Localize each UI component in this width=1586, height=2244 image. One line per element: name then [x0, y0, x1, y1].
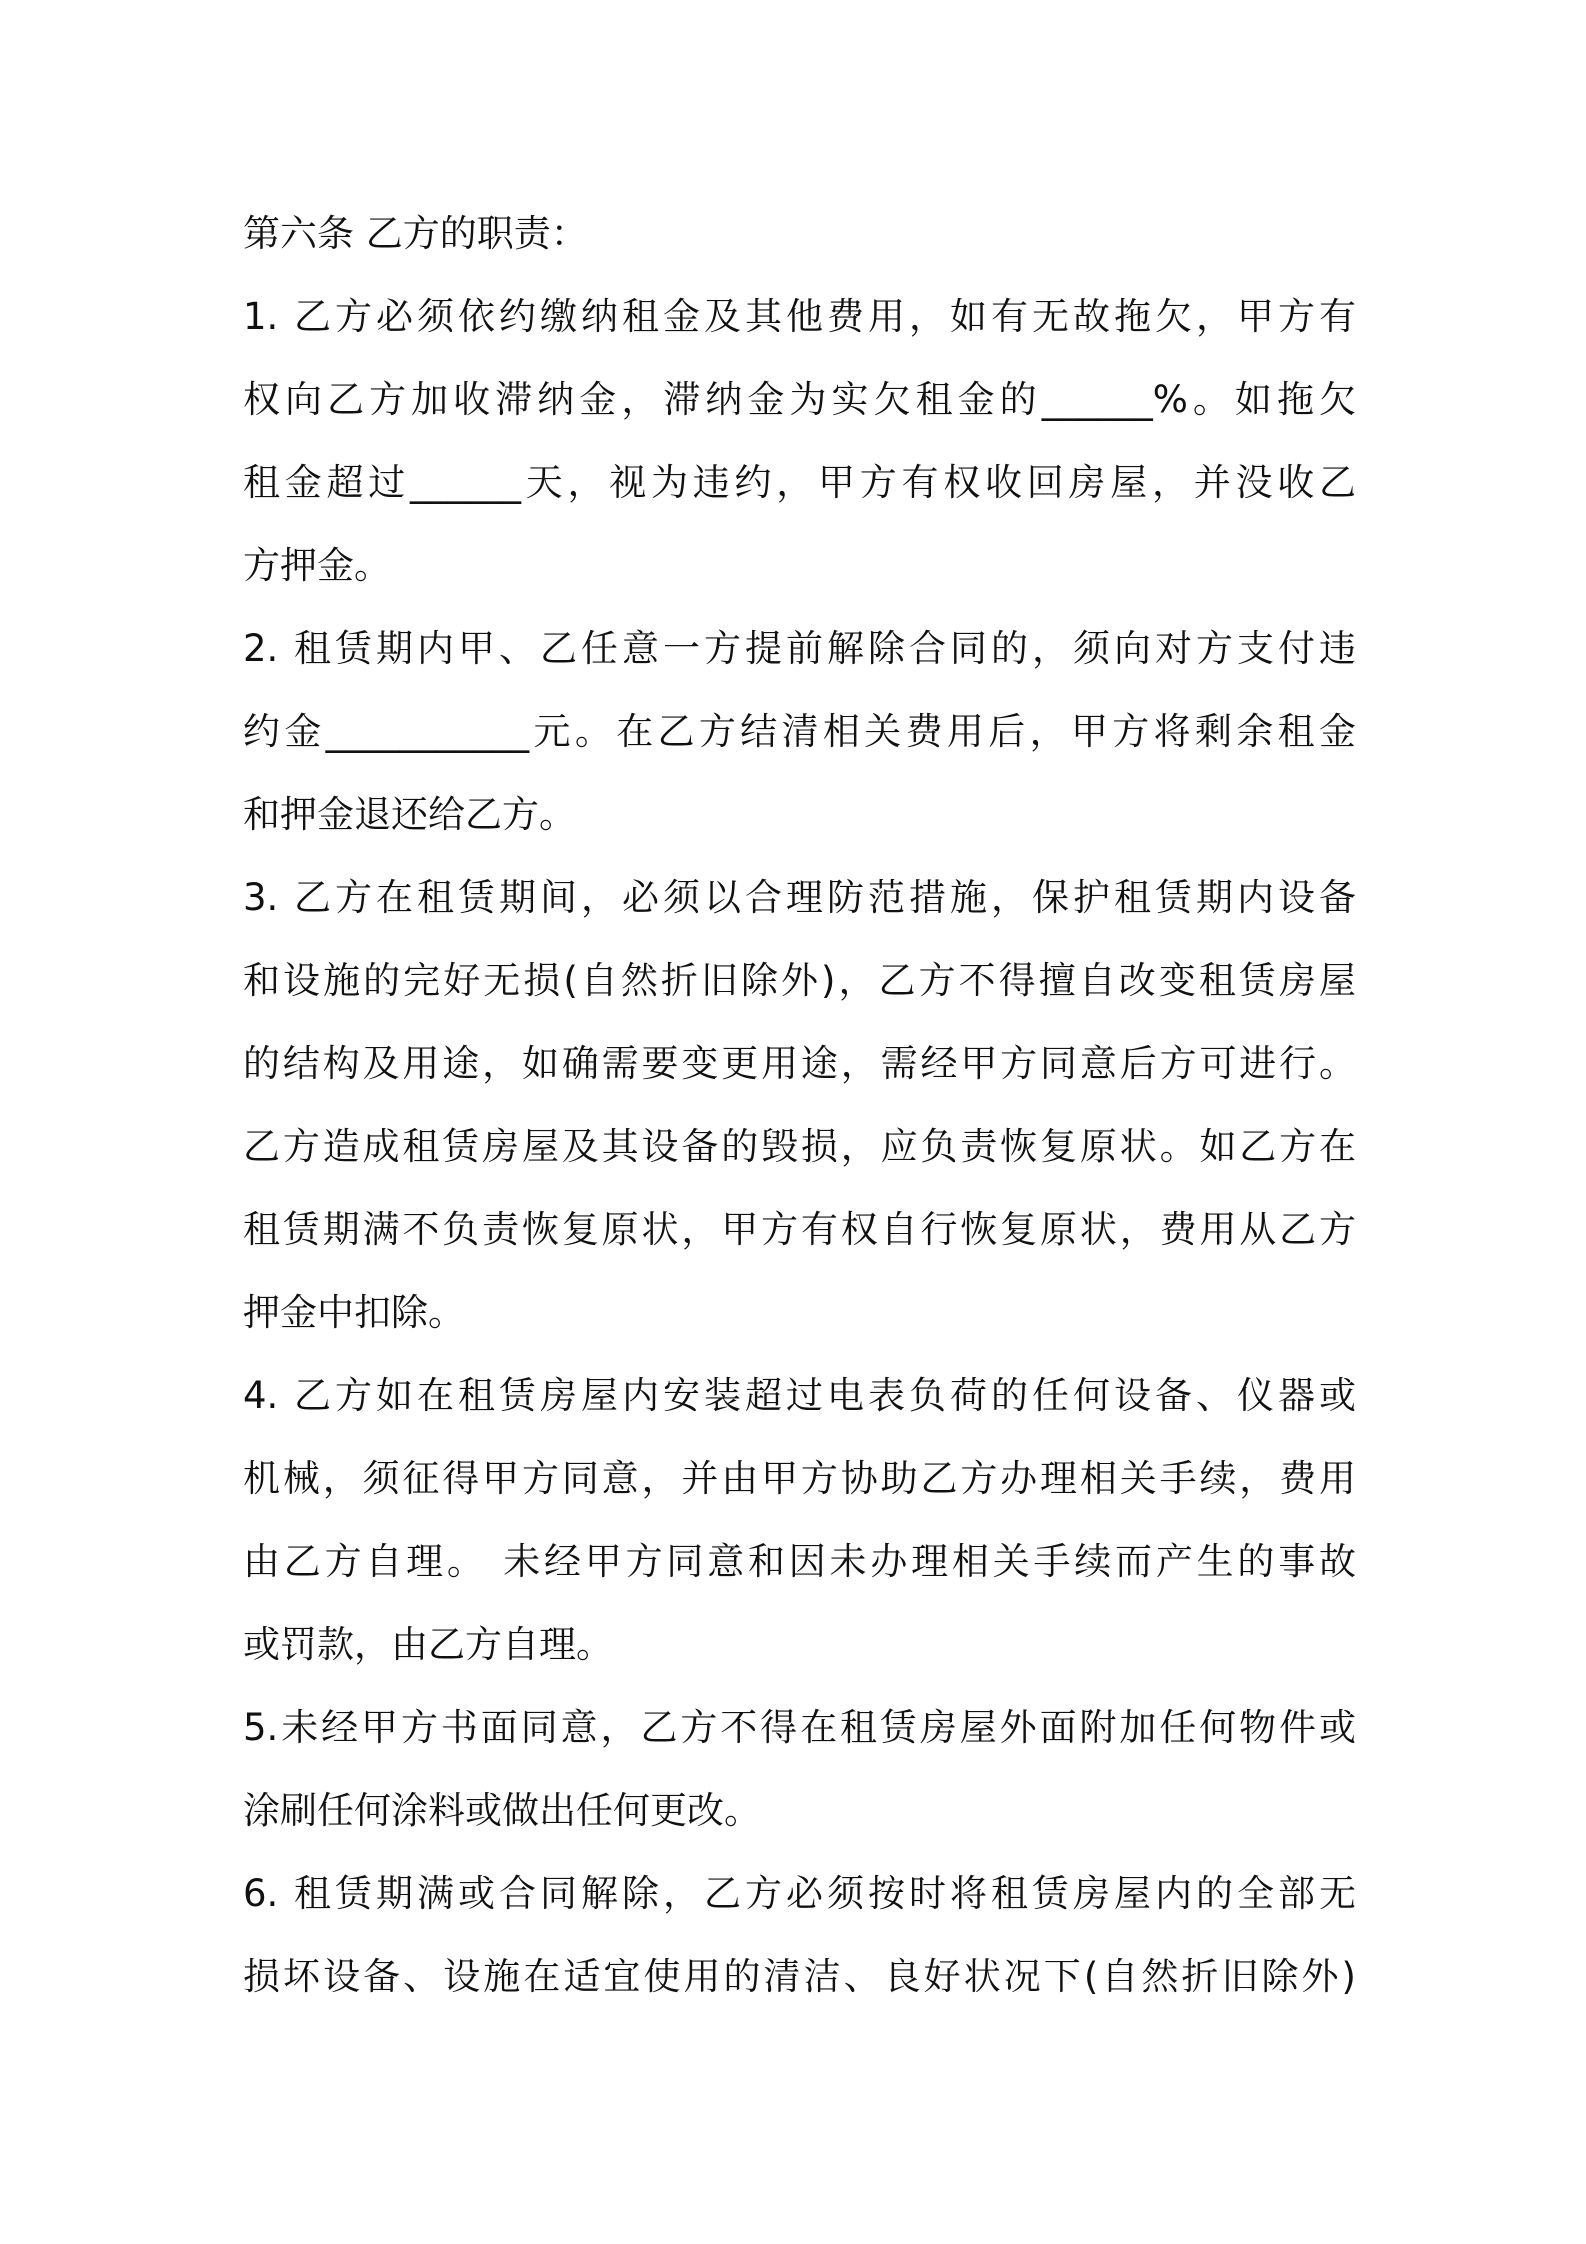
- clause-line: 6. 租赁期满或合同解除，乙方必须按时将租赁房屋内的全部无: [243, 1872, 1356, 1915]
- clause-line: 租金超过______天，视为违约，甲方有权收回房屋，并没收乙: [243, 461, 1356, 504]
- clause-2: [243, 607, 1356, 856]
- document-page: [243, 192, 1356, 2018]
- clause-line: 约金___________元。在乙方结清相关费用后，甲方将剩余租金: [243, 710, 1356, 753]
- clause-line: 权向乙方加收滞纳金，滞纳金为实欠租金的______%。如拖欠: [243, 378, 1356, 421]
- clause-line: 的结构及用途，如确需要变更用途，需经甲方同意后方可进行。: [243, 1042, 1356, 1085]
- clause-5: [243, 1686, 1356, 1852]
- clause-line: 损坏设备、设施在适宜使用的清洁、良好状况下(自然折旧除外): [243, 1955, 1356, 1998]
- clause-line: 4. 乙方如在租赁房屋内安装超过电表负荷的任何设备、仪器或: [243, 1374, 1356, 1417]
- clause-line: 2. 租赁期内甲、乙任意一方提前解除合同的，须向对方支付违: [243, 627, 1356, 670]
- clause-1: [243, 275, 1356, 607]
- clause-line: 机械，须征得甲方同意，并由甲方协助乙方办理相关手续，费用: [243, 1457, 1356, 1500]
- clause-line: 租赁期满不负责恢复原状，甲方有权自行恢复原状，费用从乙方: [243, 1208, 1356, 1251]
- clause-line: 或罚款，由乙方自理。: [243, 1623, 613, 1666]
- clause-4: [243, 1354, 1356, 1686]
- article-heading: 第六条 乙方的职责：: [243, 212, 588, 255]
- clause-6: [243, 1852, 1356, 2018]
- clause-line: 乙方造成租赁房屋及其设备的毁损，应负责恢复原状。如乙方在: [243, 1125, 1356, 1168]
- clause-line: 由乙方自理。 未经甲方同意和因未办理相关手续而产生的事故: [243, 1540, 1356, 1583]
- clause-line: 涂刷任何涂料或做出任何更改。: [243, 1789, 761, 1832]
- clause-line: 和押金退还给乙方。: [243, 793, 576, 836]
- clause-line: 5.未经甲方书面同意，乙方不得在租赁房屋外面附加任何物件或: [243, 1706, 1356, 1749]
- clause-line: 押金中扣除。: [243, 1291, 465, 1334]
- clause-line: 和设施的完好无损(自然折旧除外)，乙方不得擅自改变租赁房屋: [243, 959, 1356, 1002]
- clause-3: [243, 856, 1356, 1354]
- clause-line: 1. 乙方必须依约缴纳租金及其他费用，如有无故拖欠，甲方有: [243, 295, 1356, 338]
- clause-line: 方押金。: [243, 544, 391, 587]
- clause-line: 3. 乙方在租赁期间，必须以合理防范措施，保护租赁期内设备: [243, 876, 1356, 919]
